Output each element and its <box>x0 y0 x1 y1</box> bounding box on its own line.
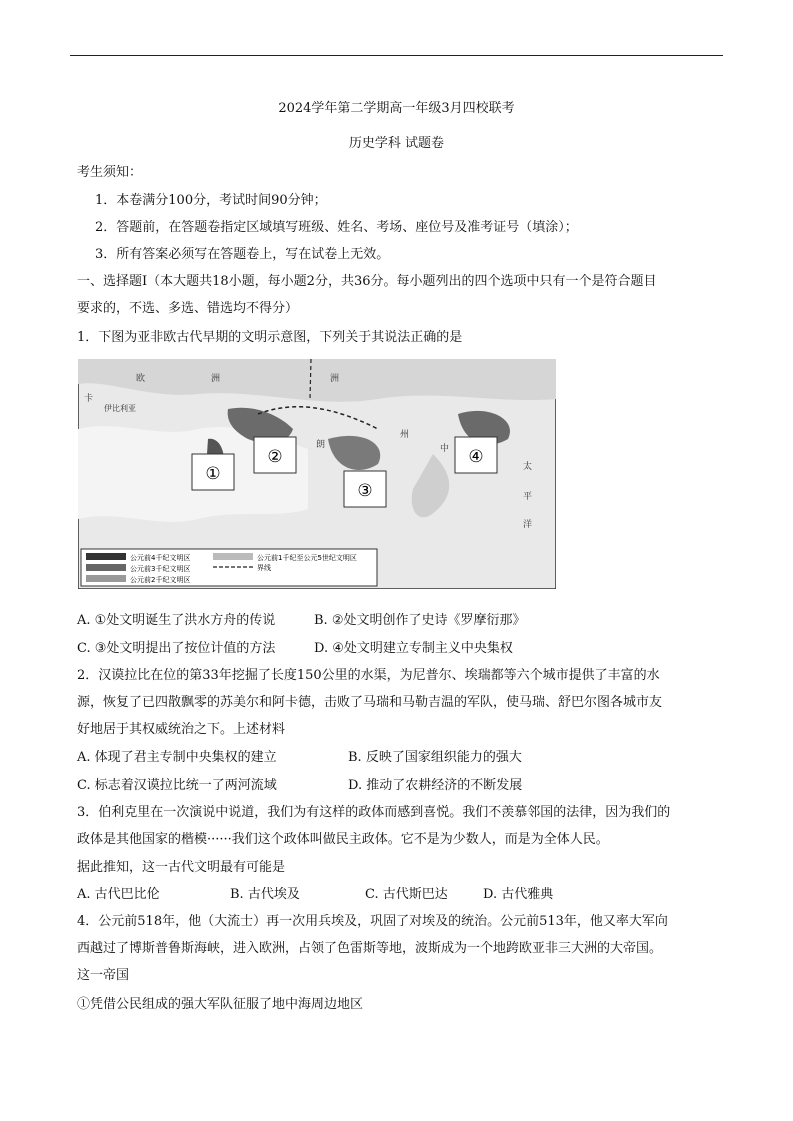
map-label: 洲 <box>211 374 221 384</box>
q1-option-a: A. ①处文明诞生了洪水方舟的传说 <box>77 613 276 628</box>
q1-option-d: D. ④处文明建立专制主义中央集权 <box>314 641 513 656</box>
map-label: 州 <box>400 430 410 440</box>
legend-item: 公元前2千纪文明区 <box>130 576 191 584</box>
q4-line: 西越过了博斯普鲁斯海峡，进入欧洲，占领了色雷斯等地，波斯成为一个地跨欧亚非三大洲的大帝国。 <box>77 941 663 956</box>
legend-item: 界线 <box>257 564 271 572</box>
q3-line: 政体是其他国家的楷模······我们这个政体叫做民主政体。它不是为少数人，而是为全体人民。 <box>77 832 609 847</box>
notice-heading: 考生须知： <box>77 165 143 180</box>
map-label: 洲 <box>330 374 340 384</box>
legend-item: 公元前1千纪至公元5世纪文明区 <box>257 554 357 562</box>
q3-option-c: C. 古代斯巴达 <box>365 887 448 902</box>
map-label: 洋 <box>523 520 533 530</box>
q4-line: 4．公元前518年，他（大流士）再一次用兵埃及，巩固了对埃及的统治。公元前513年，他又率大军向 <box>77 914 668 929</box>
map-label: 朗 <box>316 440 326 450</box>
map-label: 欧 <box>136 374 146 384</box>
q3-option-a: A. 古代巴比伦 <box>77 887 160 902</box>
q1-stem: 1．下图为亚非欧古代早期的文明示意图，下列关于其说法正确的是 <box>77 330 463 345</box>
map-marker-3 <box>344 471 386 507</box>
map-marker-2 <box>254 437 296 473</box>
svg-text:②: ② <box>267 447 283 467</box>
map-label: 中 <box>440 444 450 454</box>
q2-line: 好地居于其权威统治之下。上述材料 <box>77 722 286 737</box>
q3-option-b: B. 古代埃及 <box>230 887 300 902</box>
map-label: 太 <box>523 462 533 472</box>
map-label: 平 <box>523 492 533 502</box>
legend-item: 公元前4千纪文明区 <box>130 554 191 562</box>
q3-option-d: D. 古代雅典 <box>483 887 554 902</box>
q3-line: 3．伯利克里在一次演说中说道，我们为有这样的政体而感到喜悦。我们不羡慕邻国的法律，因为我们的 <box>77 805 671 820</box>
q2-option-d: D. 推动了农耕经济的不断发展 <box>348 778 523 793</box>
q2-line: 源，恢复了已四散飘零的苏美尔和阿卡德，击败了马瑞和马勒吉温的军队，使马瑞、舒巴尔图各城市友 <box>77 695 663 710</box>
section-heading-cont: 要求的，不选、多选、错选均不得分） <box>77 301 299 316</box>
svg-text:①: ① <box>205 464 221 484</box>
exam-title: 2024学年第二学期高一年级3月四校联考 <box>278 101 515 116</box>
section-heading: 一、选择题Ⅰ（本大题共18小题，每小题2分，共36分。每小题列出的四个选项中只有一个是符合题目 <box>77 274 657 289</box>
notice-item: 3．所有答案必须写在答题卷上，写在试卷上无效。 <box>95 247 390 262</box>
subject-title: 历史学科 试题卷 <box>348 136 445 151</box>
q1-option-b: B. ②处文明创作了史诗《罗摩衍那》 <box>314 613 526 628</box>
q4-line: ①凭借公民组成的强大军队征服了地中海周边地区 <box>77 997 364 1012</box>
svg-text:③: ③ <box>357 481 373 501</box>
q4-line: 这一帝国 <box>77 968 130 983</box>
svg-text:④: ④ <box>468 447 484 467</box>
map-marker-1 <box>192 454 234 490</box>
q1-option-c: C. ③处文明提出了按位计值的方法 <box>77 641 276 656</box>
map-label: 伊比利亚 <box>104 404 136 413</box>
civilization-map <box>78 359 556 589</box>
notice-item: 1．本卷满分100分，考试时间90分钟； <box>95 193 327 208</box>
notice-item: 2．答题前，在答题卷指定区域填写班级、姓名、考场、座位号及准考证号（填涂）； <box>95 220 578 235</box>
legend-item: 公元前3千纪文明区 <box>130 565 191 573</box>
q3-line: 据此推知，这一古代文明最有可能是 <box>77 860 286 875</box>
map-label: 卡 <box>84 394 94 404</box>
map-marker-4 <box>455 437 497 473</box>
q2-line: 2．汉谟拉比在位的第33年挖掘了长度150公里的水渠，为尼普尔、埃瑞都等六个城市提供了丰富的水 <box>77 668 660 683</box>
top-rule <box>70 55 723 56</box>
q2-option-c: C. 标志着汉谟拉比统一了两河流域 <box>77 778 277 793</box>
q2-option-b: B. 反映了国家组织能力的强大 <box>348 750 522 765</box>
map-legend <box>81 549 377 586</box>
q2-option-a: A. 体现了君主专制中央集权的建立 <box>77 750 277 765</box>
